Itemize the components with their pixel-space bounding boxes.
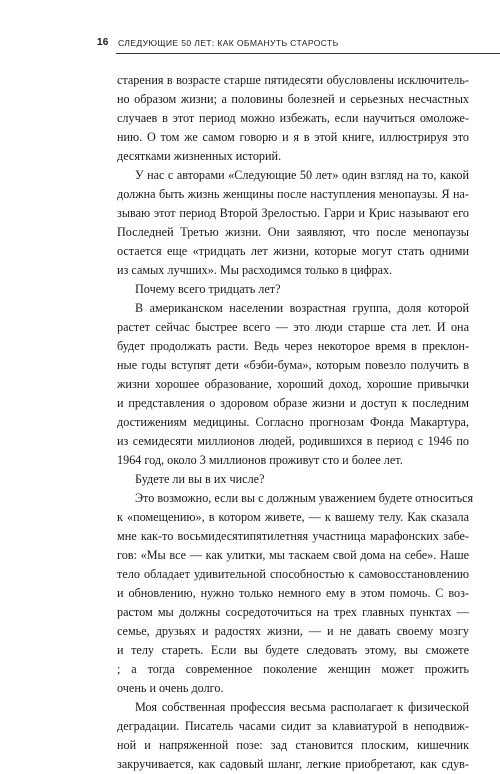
text-line bbox=[117, 736, 469, 755]
text-line bbox=[117, 128, 469, 147]
text-line-content: деградации. Писатель часами сидит за клавиатурой в неподвиж- bbox=[117, 719, 469, 733]
text-line-content: случаев в этот период можно избежать, если научиться омоложе- bbox=[117, 111, 469, 125]
text-line bbox=[117, 337, 469, 356]
text-line bbox=[117, 755, 469, 774]
text-line-content: остается еще «тридцать лет жизни, которые могут стать одними bbox=[117, 244, 469, 258]
text-line-content: из семидесяти миллионов людей, родившихся в период с 1946 по bbox=[117, 434, 469, 448]
text-line-content: Последней Третью жизни. Они заявляют, что после менопаузы bbox=[117, 225, 469, 239]
text-line bbox=[117, 432, 469, 451]
text-line-content: зываю этот период Второй Зрелостью. Гарри и Крис называют его bbox=[117, 206, 469, 220]
text-line bbox=[117, 185, 469, 204]
text-line-content: из самых лучших». Мы расходимся только в цифрах. bbox=[117, 263, 393, 277]
text-line-content: Будете ли вы в их числе? bbox=[135, 472, 265, 486]
text-line-content: к «помещению», в котором живете, — к вашему телу. Как сказала bbox=[117, 510, 469, 524]
text-line bbox=[117, 470, 469, 489]
text-line-content: будет продолжать расти. Ведь через некоторое время в преклон- bbox=[117, 339, 469, 353]
text-line-content: но образом жизни; а половины болезней и серьезных несчастных bbox=[117, 92, 469, 106]
page-header bbox=[0, 34, 500, 56]
text-line-content: должна быть жизнь женщины после наступления менопаузы. Я на- bbox=[117, 187, 469, 201]
text-line bbox=[117, 242, 469, 261]
text-line bbox=[117, 679, 469, 698]
text-line-content: В американском населении возрастная группа, доля которой bbox=[135, 301, 469, 315]
text-line bbox=[117, 698, 469, 717]
text-line bbox=[117, 356, 469, 375]
text-line bbox=[117, 394, 469, 413]
text-line bbox=[117, 204, 469, 223]
text-line bbox=[117, 299, 469, 318]
text-line-content: тело обладает удивительной способностью к самовосстановлению bbox=[117, 567, 469, 581]
header-rule bbox=[116, 53, 500, 54]
text-line-content: У нас с авторами «Следующие 50 лет» один взгляд на то, какой bbox=[135, 168, 469, 182]
text-line-content: растет сейчас быстрее всего — это люди старше ста лет. И она bbox=[117, 320, 469, 334]
text-line bbox=[117, 603, 469, 622]
text-line-content: достижениям медицины. Согласно прогнозам Фонда Макартура, bbox=[117, 415, 469, 429]
text-line bbox=[117, 508, 469, 527]
text-line bbox=[117, 451, 469, 470]
text-line-content: Моя собственная профессия весьма располагает к физической bbox=[135, 700, 469, 714]
text-line-content: 1964 год, около 3 миллионов проживут сто и более лет. bbox=[117, 453, 403, 467]
text-line bbox=[117, 546, 469, 565]
text-line-content: ; а тогда современное поколение женщин может прожить bbox=[117, 662, 469, 676]
text-line-content: Почему всего тридцать лет? bbox=[135, 282, 281, 296]
text-line-content: Это возможно, если вы с должным уважением будете относиться bbox=[135, 491, 474, 505]
text-line bbox=[117, 71, 469, 90]
running-head: СЛЕДУЮЩИЕ 50 ЛЕТ: КАК ОБМАНУТЬ СТАРОСТЬ bbox=[118, 38, 339, 48]
text-line-content: семье, друзьях и радостях жизни, — и не давать своему мозгу bbox=[117, 624, 469, 638]
text-line bbox=[117, 527, 469, 546]
text-line-content: ные годы вступят дети «бэби-бума», которым повезло получить в bbox=[117, 358, 469, 372]
text-line-content: гов: «Мы все — как улитки, мы таскаем свой дома на себе». Наше bbox=[117, 548, 469, 562]
text-line-content: ной и напряженной позе: зад становится плоским, кишечник bbox=[117, 738, 469, 752]
text-line-content: и телу стареть. Если вы будете следовать этому, вы сможете bbox=[117, 643, 469, 657]
text-line-content: жизни хорошее образование, хороший доход, хорошие привычки bbox=[117, 377, 469, 391]
text-line-content: растом мы должны сосредоточиться на трех главных пунктах — bbox=[117, 605, 469, 619]
text-line bbox=[117, 223, 469, 242]
text-line bbox=[117, 318, 469, 337]
text-line bbox=[117, 166, 469, 185]
text-line bbox=[117, 375, 469, 394]
text-line-content: мне как-то восьмидесятипятилетняя участница марафонских забе- bbox=[117, 529, 469, 543]
text-line-content: десятками жизненных историй. bbox=[117, 149, 282, 163]
text-line bbox=[117, 660, 469, 679]
text-line-content: нию. О том же самом говорю и я в этой книге, иллюстрируя это bbox=[117, 130, 469, 144]
text-line-content: старения в возрасте старше пятидесяти обусловлены исключитель- bbox=[117, 73, 469, 87]
text-line bbox=[117, 641, 469, 660]
text-line-content: и обновлению, нужно только немного ему в этом помочь. С воз- bbox=[117, 586, 469, 600]
text-line-content: закручивается, как садовый шланг, легкие приобретают, как сдув- bbox=[117, 757, 469, 771]
text-line bbox=[117, 280, 469, 299]
text-line bbox=[117, 622, 469, 641]
text-line bbox=[117, 147, 469, 166]
text-line bbox=[117, 109, 469, 128]
text-line bbox=[117, 261, 469, 280]
text-line bbox=[117, 717, 469, 736]
text-line bbox=[117, 90, 469, 109]
body-text bbox=[117, 71, 474, 774]
text-line bbox=[117, 565, 469, 584]
text-line bbox=[117, 584, 469, 603]
text-line-content: очень и очень долго. bbox=[117, 681, 224, 695]
text-line-content: и представления о здоровом образе жизни и доступ к последним bbox=[117, 396, 469, 410]
text-line bbox=[117, 413, 469, 432]
page-number: 16 bbox=[97, 37, 109, 48]
text-line bbox=[117, 489, 474, 508]
